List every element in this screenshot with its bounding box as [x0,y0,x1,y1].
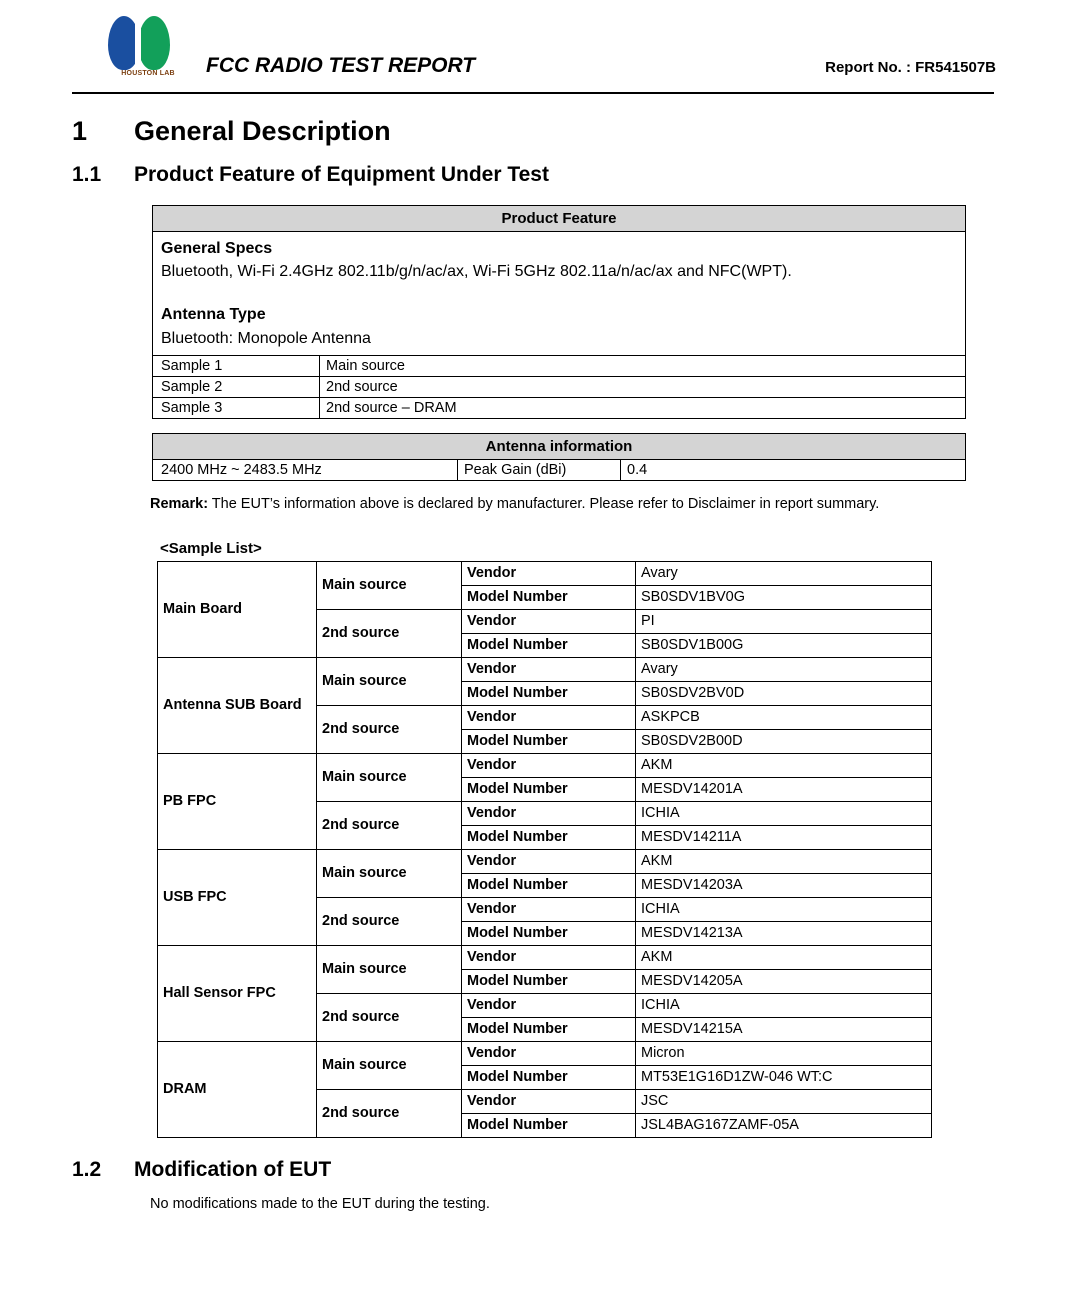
key-model: Model Number [462,1017,636,1041]
source-main: Main source [317,657,462,705]
table-row [158,945,932,969]
key-vendor: Vendor [462,993,636,1017]
antenna-gain-label: Peak Gain (dBi) [458,459,621,480]
source-main: Main source [317,849,462,897]
antenna-information-table [152,433,966,481]
key-model: Model Number [462,777,636,801]
table-row [158,561,932,585]
antenna-information-header-cell: Antenna information [153,433,966,459]
product-feature-header-cell: Product Feature [153,206,966,232]
key-vendor: Vendor [462,609,636,633]
general-specs-block [153,232,965,288]
remark-label: Remark: [150,495,209,512]
document-header [72,0,996,92]
section-1-heading [72,116,996,147]
key-model: Model Number [462,729,636,753]
value-vendor: Avary [636,657,932,681]
product-feature-table [152,205,966,419]
section-1-1-heading [72,163,996,187]
section-1-title: General Description [134,116,391,146]
source-second: 2nd source [317,609,462,657]
antenna-information-grid [152,433,966,481]
antenna-type-block [153,298,965,354]
sample-list-table [157,561,932,1138]
key-vendor: Vendor [462,705,636,729]
section-1-1-title: Product Feature of Equipment Under Test [134,163,549,186]
value-model: MESDV14203A [636,873,932,897]
value-vendor: JSC [636,1089,932,1113]
section-1-2-number: 1.2 [72,1157,102,1181]
table-row [158,753,932,777]
source-second: 2nd source [317,1089,462,1137]
logo-blob-gap [135,20,141,66]
source-second: 2nd source [317,993,462,1041]
section-1-2-heading [72,1158,996,1182]
header-divider [72,92,994,94]
spacer [153,288,965,298]
key-model: Model Number [462,873,636,897]
value-model: SB0SDV1B00G [636,633,932,657]
value-model: MESDV14211A [636,825,932,849]
key-model: Model Number [462,585,636,609]
part-name: USB FPC [158,849,317,945]
remark-text: The EUT’s information above is declared by manufacturer. Please refer to Disclaimer in report summary. [208,495,880,512]
key-model: Model Number [462,1113,636,1137]
part-name: Antenna SUB Board [158,657,317,753]
part-name: DRAM [158,1041,317,1137]
value-model: MESDV14201A [636,777,932,801]
value-vendor: ASKPCB [636,705,932,729]
remark-paragraph [150,491,978,518]
value-model: MESDV14213A [636,921,932,945]
section-1-number: 1 [72,116,88,146]
value-vendor: ICHIA [636,993,932,1017]
key-model: Model Number [462,633,636,657]
table-row [158,1041,932,1065]
antenna-gain-value: 0.4 [621,459,966,480]
sample-1-value: Main source [320,355,966,376]
value-model: SB0SDV1BV0G [636,585,932,609]
value-model: MT53E1G16D1ZW-046 WT:C [636,1065,932,1089]
logo-blob-right [138,16,170,70]
key-vendor: Vendor [462,897,636,921]
sample-list-title: <Sample List> [160,539,262,557]
sample-3-value: 2nd source – DRAM [320,397,966,418]
antenna-type-label: Antenna Type [161,306,266,324]
key-vendor: Vendor [462,849,636,873]
source-main: Main source [317,945,462,993]
source-second: 2nd source [317,801,462,849]
sample-3-label: Sample 3 [153,397,320,418]
value-vendor: Micron [636,1041,932,1065]
table-row [158,657,932,681]
part-name: Main Board [158,561,317,657]
key-vendor: Vendor [462,753,636,777]
value-model: SB0SDV2BV0D [636,681,932,705]
key-vendor: Vendor [462,801,636,825]
key-vendor: Vendor [462,561,636,585]
report-number: Report No. : FR541507B [825,59,996,76]
sample-list-body [158,561,932,1137]
key-vendor: Vendor [462,1041,636,1065]
table-row [153,206,966,232]
part-name: Hall Sensor FPC [158,945,317,1041]
table-row [153,433,966,459]
logo-text: HOUSTON LAB [121,70,175,77]
value-vendor: AKM [636,849,932,873]
source-second: 2nd source [317,705,462,753]
part-name: PB FPC [158,753,317,849]
value-vendor: PI [636,609,932,633]
section-1-2-title: Modification of EUT [134,1157,332,1181]
table-row [153,459,966,480]
key-model: Model Number [462,921,636,945]
source-main: Main source [317,753,462,801]
table-row [158,849,932,873]
value-vendor: Avary [636,561,932,585]
value-vendor: ICHIA [636,801,932,825]
page-title: FCC RADIO TEST REPORT [206,54,476,77]
key-model: Model Number [462,1065,636,1089]
key-vendor: Vendor [462,1089,636,1113]
sample-source-table [153,355,965,418]
source-main: Main source [317,561,462,609]
key-vendor: Vendor [462,945,636,969]
value-model: SB0SDV2B00D [636,729,932,753]
table-row [153,355,965,376]
key-vendor: Vendor [462,657,636,681]
general-specs-text: Bluetooth, Wi-Fi 2.4GHz 802.11b/g/n/ac/ax, Wi-Fi 5GHz 802.11a/n/ac/ax and NFC(WPT). [161,263,792,281]
key-model: Model Number [462,969,636,993]
value-vendor: AKM [636,753,932,777]
antenna-frequency-value: 2400 MHz ~ 2483.5 MHz [153,459,458,480]
value-vendor: ICHIA [636,897,932,921]
product-feature-body [152,232,966,419]
general-specs-label: General Specs [161,240,273,257]
value-model: JSL4BAG167ZAMF-05A [636,1113,932,1137]
source-main: Main source [317,1041,462,1089]
value-vendor: AKM [636,945,932,969]
section-1-2-body: No modifications made to the EUT during the testing. [150,1195,490,1212]
sample-2-value: 2nd source [320,376,966,397]
table-row [153,376,965,397]
source-second: 2nd source [317,897,462,945]
key-model: Model Number [462,681,636,705]
table-row [153,397,965,418]
product-feature-header-table [152,205,966,232]
key-model: Model Number [462,825,636,849]
antenna-type-text: Bluetooth: Monopole Antenna [161,329,371,347]
section-1-1-number: 1.1 [72,163,102,186]
company-logo-icon [102,14,194,92]
sample-2-label: Sample 2 [153,376,320,397]
sample-list-grid [157,561,932,1138]
value-model: MESDV14205A [636,969,932,993]
value-model: MESDV14215A [636,1017,932,1041]
sample-1-label: Sample 1 [153,355,320,376]
